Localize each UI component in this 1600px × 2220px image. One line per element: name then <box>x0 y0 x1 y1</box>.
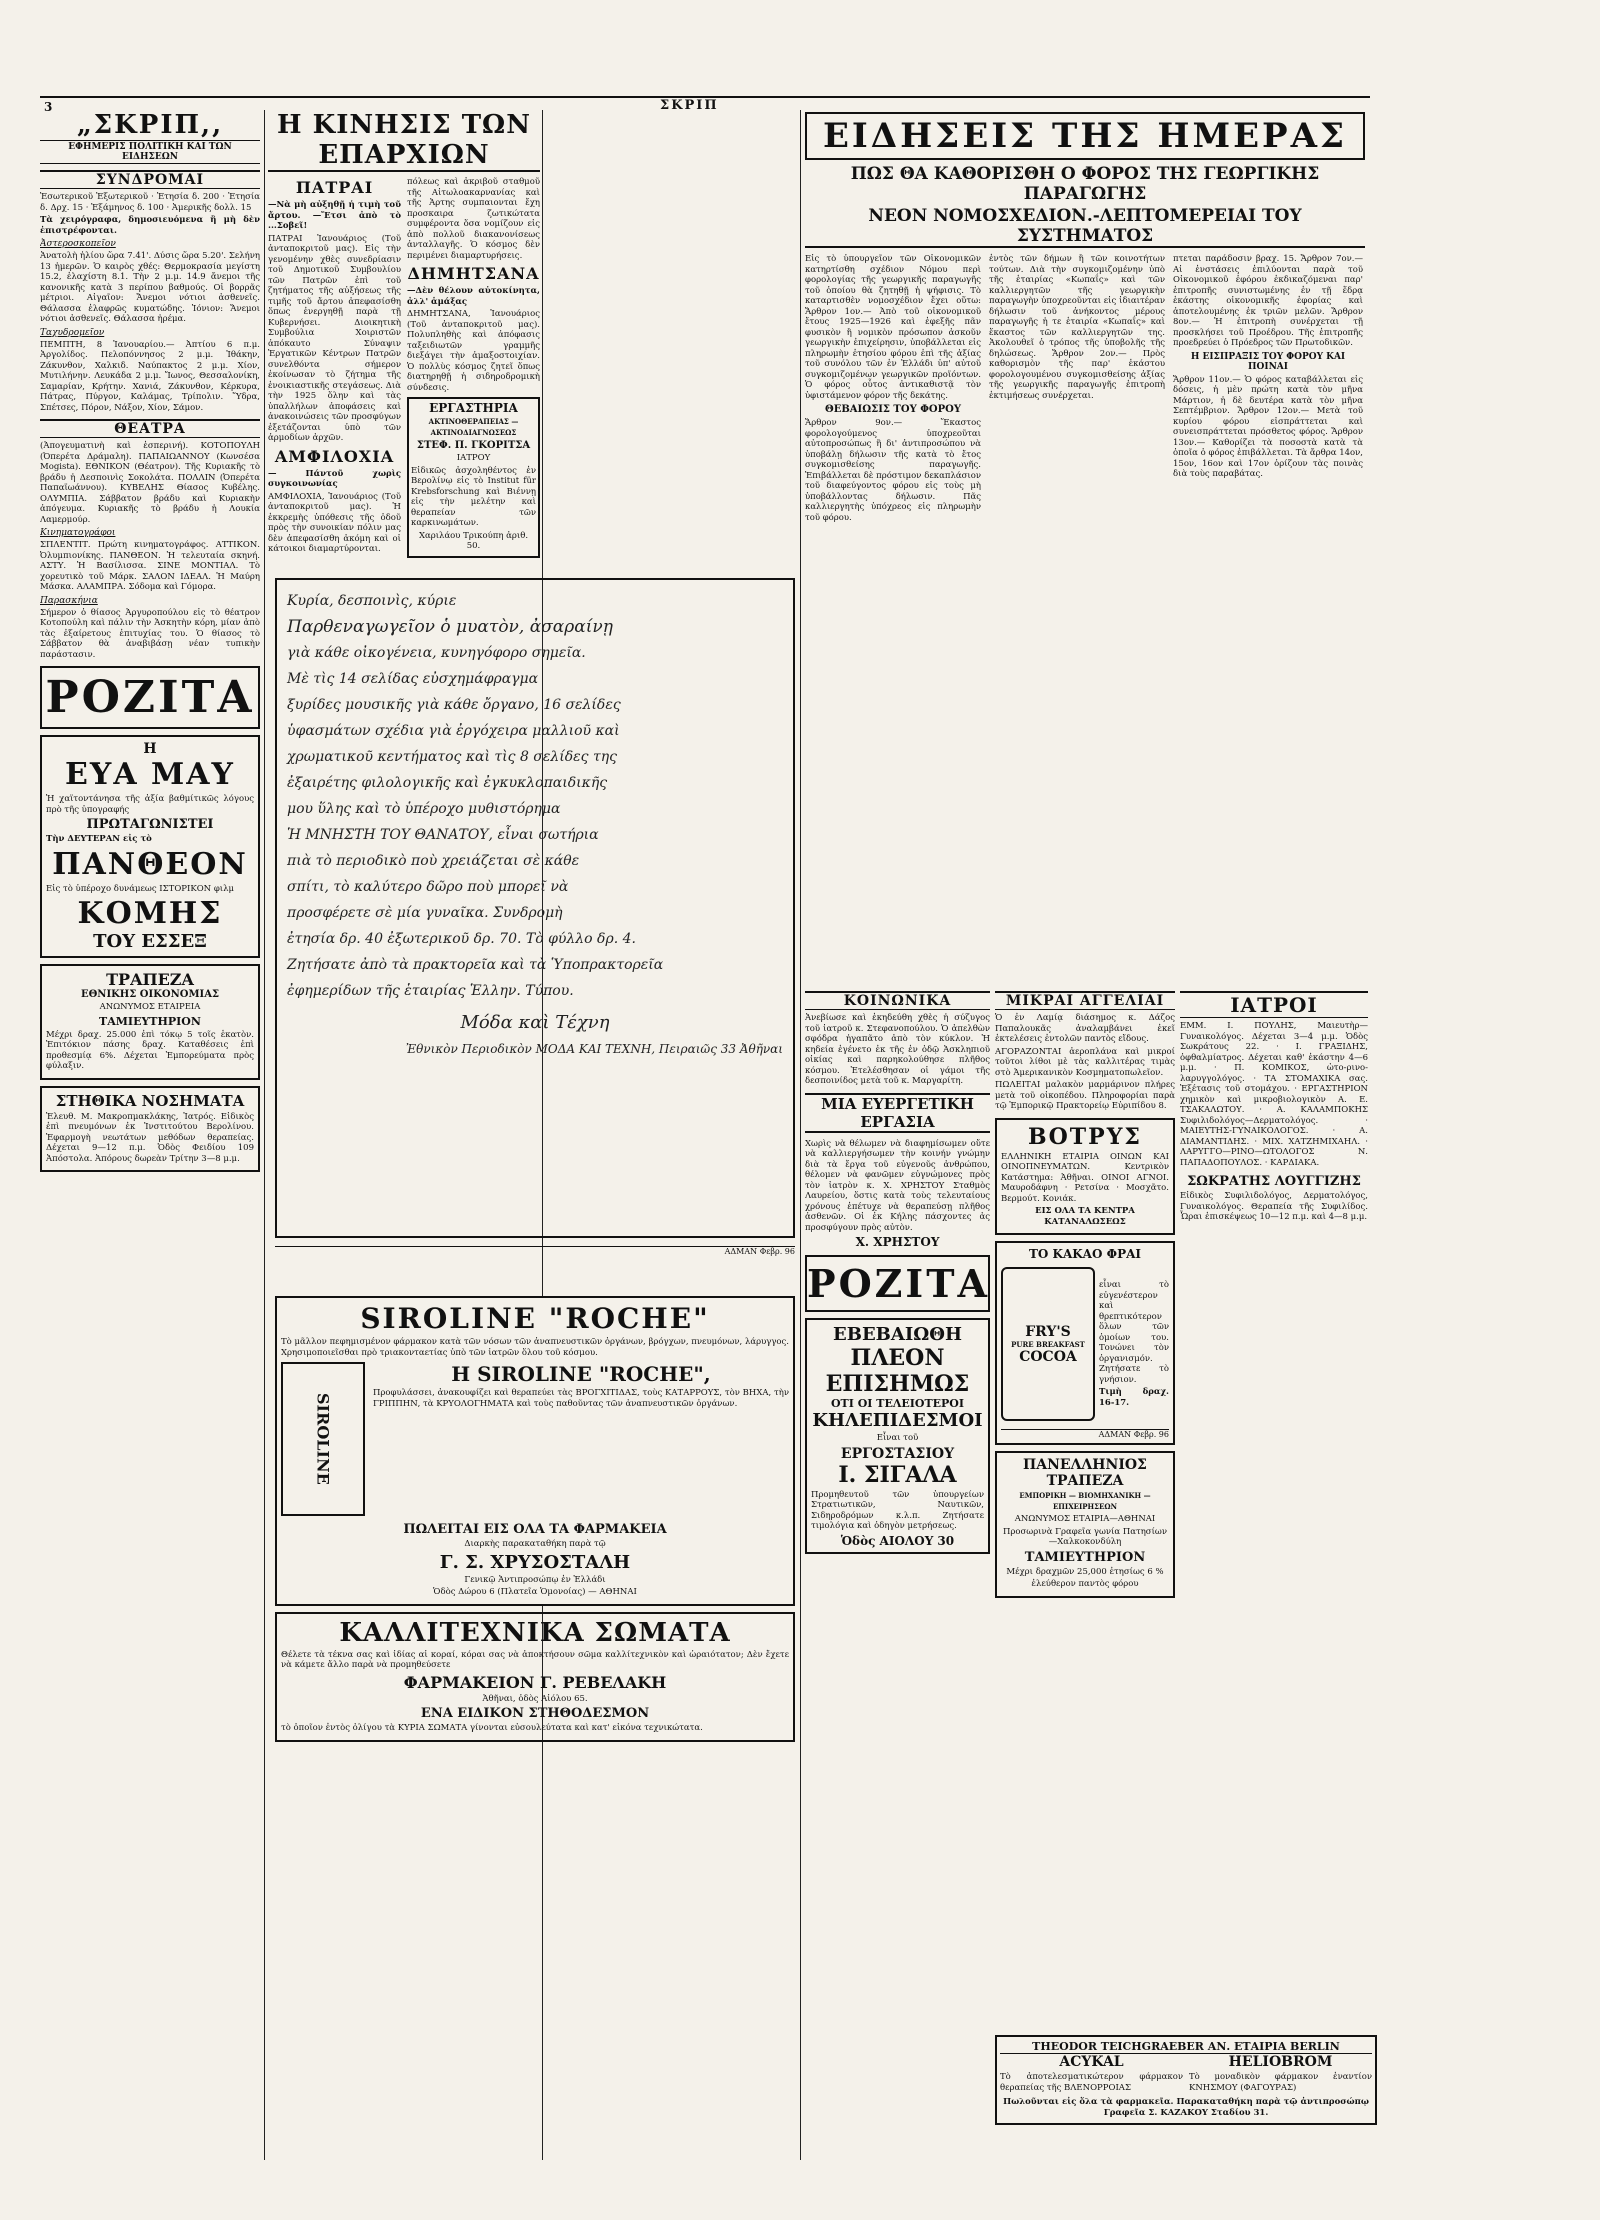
theatres-text: (Ἀπογευματινὴ καὶ ἑσπερινή). ΚΟΤΟΠΟΥΛΗ (Ὀπερέτα Δράμαλη). ΠΑΠΑΙΩΑΝΝΟΥ (Κωνσέσα Mogista). ΕΘΝΙΚΟΝ (Θέατρον). Τῆς Κυριακῆς τὸ βράδυ ἡ Δεσποινὶς Σοκολάτα. ΠΟΛΛΙΝ (Ὀπερέτα Παπαϊωάννου). ΚΥΒΕΛΗΣ Θίασος Κυβέλης. ΟΛΥΜΠΙΑ. Σάββατον βράδυ καὶ Κυριακὴν ἀπόγευμα. Κυριακῆς τὸ βράδυ ἡ Λουκία Λαμερμούρ. <box>40 441 260 525</box>
beneficial-work-name: Χ. ΧΡΗΣΤΟΥ <box>855 1235 940 1249</box>
column-rule <box>264 110 265 2160</box>
corsets-text: Θέλετε τὰ τέκνα σας καὶ ἰδίας αἱ κοραί, κόραι σας νὰ ἀποκτήσουν σῶμα καλλίτεχνικὸν καὶ ὡραιότατον; Δὲν ἔχετε νὰ κάμετε ἄλλο παρὰ νὰ προμηθεύσετε <box>281 1649 789 1670</box>
bank-text: Μέχρι δραχ. 25.000 ἐπὶ τόκῳ 5 τοῖς ἑκατὸν. Ἐπιτόκιον πάσης δραχ. Καταθέσεις ἐπὶ προθεσμίᾳ 6%. Δέχεται Ἐμπορεύματα πρὸς φύλαξιν. <box>46 1029 254 1071</box>
hand-line: σπίτι, τὸ καλύτερο δῶρο ποὺ μπορεῖ νὰ <box>287 879 569 895</box>
panhellenic-text: Μέχρι δραχμῶν 25,000 ἐτησίως 6 % <box>1006 1566 1164 1577</box>
hand-line: Ζητήσατε ἀπὸ τὰ πρακτορεῖα καὶ τὰ Ὑποπρακτορεῖα <box>287 957 664 973</box>
hernia-text: Προμηθευτοῦ τῶν ὑπουργείων Στρατιωτικῶν, Ναυτικῶν, Σιδηροδρόμων κ.λ.π. Ζητήσατε τιμολόγια καὶ ὁδηγὸν μετρήσεως. <box>811 1489 984 1531</box>
provinces-section-title: Η ΚΙΝΗΣΙΣ ΤΩΝ ΕΠΑΡΧΙΩΝ <box>268 110 540 172</box>
eva-may-star: ΠΡΩΤΑΓΩΝΙΣΤΕΙ <box>86 817 214 832</box>
hand-line: ἐξαιρέτης φιλολογικῆς καὶ ἐγκυκλοπαιδικῆς <box>287 775 608 791</box>
dimitsana-text: ΔΗΜΗΤΣΑΝΑ, Ἰανουάριος (Τοῦ ἀνταποκριτοῦ μας). Πολυπληθὴς καὶ ἀπόφασις ταξειδιωτῶν γραμμῆς διεξάγει τὴν ἁμαξοστοιχίαν. Ὁ πολλὺς κόσμος ζητεῖ ὅπως διατηρηθῇ ἡ σιδηροδρομικὴ σύνδεσις. <box>407 309 540 393</box>
eva-may-ad <box>40 735 260 958</box>
observatory-label: Ἀστεροσκοπεῖον <box>40 239 116 249</box>
cinemas-text: ΣΠΛΕΝΤΙΤ. Πρώτη κινηματογράφος. ΑΤΤΙΚΟΝ. Ὀλυμπιονίκης. ΠΑΝΘΕΟΝ. Ἡ τελευταία σκηνή. ΑΣΤΥ. Ἡ Βασίλισσα. ΣΙΝΕ ΜΟΝΤΙΑΛ. Τὸ χορευτικὸ τοῦ Μάρκ. ΣΑΛΟΝ ΙΔΕΑΛ. Ἡ Μαύρη Μάσκα. ΑΛΑΜΠΡΑ. Σόδομα καὶ Γόμορα. <box>40 540 260 592</box>
lab-text: Εἰδικῶς ἀσχοληθέντος ἐν Βερολίνῳ εἰς τὸ Institut für Krebsforschung καὶ Βιέννῃ εἰς τὴν μελέτην καὶ θεραπείαν τῶν καρκινωμάτων. <box>411 465 536 528</box>
news-subhead-2: ΝΕΟΝ ΝΟΜΟΣΧΕΔΙΟΝ.-ΛΕΠΤΟΜΕΡΕΙΑΙ ΤΟΥ ΣΥΣΤΗΜΑΤΟΣ <box>805 206 1365 248</box>
teich-title: THEODOR TEICHGRAEBER ΑΝ. ΕΤΑΙΡΙΑ BERLIN <box>1000 2040 1372 2054</box>
heliobrom-text: Τὸ μοναδικὸν φάρμακον ἐναντίον ΚΝΗΣΜΟΥ (ΦΑΓΟΥΡΑΣ) <box>1189 2072 1372 2093</box>
amfilochia-lead: — Πάντοῦ χωρὶς συγκοινωνίας <box>268 468 401 489</box>
hand-line: Παρθεναγωγεῖον ὁ μυατὸν, ἀσαραίνῃ <box>287 617 613 637</box>
hand-line: πιὰ τὸ περιοδικὸ ποὺ χρειάζεται σὲ κάθε <box>287 853 580 869</box>
small-ads-heading: ΜΙΚΡΑΙ ΑΓΓΕΛΙΑΙ <box>995 991 1175 1010</box>
hernia-line: Εἶναι τοῦ <box>876 1433 919 1443</box>
votrys-tail: ΕΙΣ ΟΛΑ ΤΑ ΚΕΝΤΡΑ ΚΑΤΑΝΑΛΩΣΕΩΣ <box>1035 1206 1135 1227</box>
corsets-address: Ἀθῆναι, ὁδὸς Αἰόλου 65. <box>482 1693 588 1704</box>
column-rule <box>800 110 801 2160</box>
acykal-text: Τὸ ἀποτελεσματικώτερον φάρμακον θεραπείας τῆς ΒΛΕΝΟΡΡΟΙΑΣ <box>1000 2072 1183 2093</box>
hernia-address: Ὁδὸς ΑΙΟΛΟΥ 30 <box>840 1533 955 1548</box>
beneficial-work-title: ΜΙΑ ΕΥΕΡΓΕΤΙΚΗ ΕΡΓΑΣΙΑ <box>805 1093 990 1133</box>
hernia-line: ΕΠΙΣΗΜΩΣ <box>825 1371 970 1397</box>
bank-title: ΤΡΑΠΕΖΑ <box>106 970 194 989</box>
panhellenic-dept: ΤΑΜΙΕΥΤΗΡΙΟΝ <box>1024 1549 1146 1565</box>
doctors-text: ΕΜΜ. Ι. ΠΟΥΛΗΣ, Μαιευτὴρ—Γυναικολόγος. Δέχεται 3—4 μ.μ. Ὁδὸς Σωκράτους 22. · Ι. ΓΡΑΞΙΔΗΣ, ὀφθαλμίατρος. Δέχεται καθ' ἑκάστην 4—6 μ.μ. · Π. ΚΟΜΙΚΟΣ, ὠτο-ρινο-λαρυγγολόγος. · ΤΑ ΣΤΟΜΑΧΙΚΑ σας. Ἐξέτασις τοῦ στομάχου. · ΕΡΓΑΣΤΗΡΙΟΝ χημικὸν καὶ μικροβιολογικὸν Α. Ε. ΤΣΑΚΑΛΩΤΟΥ. · Α. ΚΑΛΑΜΠΟΚΗΣ Συφιλιδολόγος—Δερματολόγος. · ΜΑΙΕΥΤΗΣ-ΓΥΝΑΙΚΟΛΟΓΟΣ. · Α. ΔΙΑΜΑΝΤΙΔΗΣ. · ΜΙΧ. ΧΑΤΖΗΜΙΧΑΗΛ. · ΛΑΡΥΓΓΟ—ΡΙΝΟ—ΩΤΟΛΟΓΟΣ Ν. ΠΑΠΑΔΟΠΟΥΛΟΣ. · ΚΑΡΔΙΑΚΑ. <box>1180 1021 1368 1168</box>
corsets-product: ΕΝΑ ΕΙΔΙΚΟΝ ΣΤΗΘΟΔΕΣΜΟΝ <box>420 1706 650 1721</box>
siroline-text-2: Προφυλάσσει, ἀνακουφίζει καὶ θεραπεύει τὰς ΒΡΟΓΧΙΤΙΔΑΣ, τοὺς ΚΑΤΑΡΡΟΥΣ, τὸν ΒΗΧΑ, τὴν ΓΡΙΠΠΗΝ, τὰ ΚΡΥΟΛΟΓΗΜΑΤΑ καὶ τοὺς παθοῦντας τῶν ἀναπνευστικῶν ὀργάνων. <box>373 1388 789 1409</box>
cocoa-text: εἶναι τὸ εὐγενέστερον καὶ θρεπτικότερον ὅλων τῶν ὁμοίων του. Τονώνει τὸν ὀργανισμόν. Ζητήσατε τὸ γνήσιον. <box>1099 1280 1169 1385</box>
masthead: „ΣΚΡΙΠ,, <box>76 110 224 140</box>
lab-role: ΙΑΤΡΟΥ <box>456 453 491 463</box>
lab-subtitle: ΑΚΤΙΝΟΘΕΡΑΠΕΙΑΣ — ΑΚΤΙΝΟΔΙΑΓΝΩΣΕΩΣ <box>428 417 519 437</box>
cocoa-sub: PURE BREAKFAST <box>1011 1339 1085 1349</box>
subscriptions-heading: ΣΥΝΔΡΟΜΑΙ <box>40 170 260 189</box>
hand-signature: Μόδα καὶ Τέχνη <box>460 1012 610 1033</box>
column-small-ads <box>995 985 1175 2160</box>
hand-line: Ἡ ΜΝΗΣΤΗ ΤΟΥ ΘΑΝΑΤΟΥ, εἶναι σωτήρια <box>287 827 599 843</box>
panhellenic-sub: ΕΜΠΟΡΙΚΗ — ΒΙΟΜΗΧΑΝΙΚΗ — ΕΠΙΧΕΙΡΗΣΕΩΝ <box>1019 1491 1151 1511</box>
subscriptions-text: Ἐσωτερικοῦ Ἐξωτερικοῦ · Ἐτησία δ. 200 · Ἐτησία δ. Δρχ. 15 · Ἑξάμηνος δ. 100 · Ἀμερικῆς δολλ. 15 <box>40 192 260 213</box>
hand-line: ἐφημερίδων τῆς ἑταιρίας Ἑλλην. Τύπου. <box>287 983 574 999</box>
hernia-line: ΠΛΕΟΝ <box>850 1345 945 1371</box>
hernia-line: ΕΒΕΒΑΙΩΘΗ <box>833 1324 962 1345</box>
news-headline: ΕΙΔΗΣΕΙΣ ΤΗΣ ΗΜΕΡΑΣ <box>805 112 1365 160</box>
hand-line: ὑφασμάτων σχέδια γιὰ ἐργόχειρα μαλλιοῦ καὶ <box>287 723 620 739</box>
small-ad-3: ΠΩΛΕΙΤΑΙ μαλακὸν μαρμάρινον πλήρες μετὰ τοῦ οἰκοπέδου. Πληροφορίαι παρὰ τῷ Ἐμπορικῷ Πρακτορείῳ Εὐριπίδου 8. <box>995 1080 1175 1111</box>
doctors-heading: ΙΑΤΡΟΙ <box>1180 991 1368 1018</box>
radiotherapy-lab-ad <box>407 397 540 558</box>
beneficial-work-text: Χωρὶς νὰ θέλωμεν νὰ διαφημίσωμεν οὔτε νὰ καλλιεργήσωμεν τὴν κοινήν γνώμην διὰ τὰ ἔργα τοῦ εὐγενοῦς ἀνθρώπου, θέλομεν νὰ φανῶμεν εὐγνώμονες πρὸς τὸν ἰατρὸν κ. Χ. ΧΡΗΣΤΟΥ Σταθμὸς Λαυρείου, ὅστις κατὰ τοὺς τελευταίους χρόνους ἐπέτυχε νὰ θεραπεύσῃ πλῆθος ἀσθενῶν. Οἱ ἐκ Κήλης πάσχοντες ἀς προσφύγουν πρὸς αὐτὸν. <box>805 1138 990 1233</box>
news-of-the-day <box>805 112 1365 525</box>
corsets-tail: τὸ ὁποῖον ἐντὸς ὀλίγου τὰ ΚΥΡΙΑ ΣΩΜΑΤΑ γίνονται εὐσουλεύτατα καὶ κατ' εἰκόνα τεχνικώτατα. <box>281 1723 703 1733</box>
siroline-agent-address: Ὁδὸς Δώρου 6 (Πλατεῖα Ὁμονοίας) — ΑΘΗΝΑΙ <box>433 1587 637 1597</box>
hand-line: Μὲ τὶς 14 σελίδας εὐσχημάφραγμα <box>287 671 539 687</box>
handwritten-note <box>275 578 795 1238</box>
votrys-title: ΒΟΤΡΥΣ <box>1028 1123 1142 1150</box>
lab-title: ΕΡΓΑΣΤΗΡΙΑ <box>429 401 518 415</box>
theatres-heading: ΘΕΑΤΡΑ <box>40 419 260 438</box>
post-label: Ταχυδρομεῖον <box>40 327 105 338</box>
ad-reference: ΑΔΜΑΝ Φεβρ. 96 <box>275 1246 795 1256</box>
siroline-agent-label: Διαρκὴς παρακαταθήκη παρὰ τῷ <box>464 1539 606 1549</box>
article-column-1: Εἰς τὸ ὑπουργεῖον τῶν Οἰκονομικῶν κατηρτίσθη σχέδιον Νόμου περὶ φορολογίας τῆς γεωργικῆς παραγωγῆς τοῦ ὁποίου θὰ ζητηθῇ ἡ ψήφισις. Τὸ καταρτισθὲν νομοσχέδιον ἔχει οὕτω: Ἄρθρον 1ον.— Ἀπὸ τοῦ οἰκονομικοῦ ἔτους 1925—1926 καὶ ἐφεξῆς πᾶν φυσικὸν ἢ νομικὸν πρόσωπον ἀσκοῦν γεωργικὴν ἐπιχείρησιν, ὑποβάλλεται εἰς πληρωμὴν ἐτησίου φόρου ἐπὶ τῆς ἀξίας τοῦ συνόλου τῶν ἐν Ἑλλάδι ὑπ' αὐτοῦ συγκομιζομένων γεωργικῶν προϊόντων. Ὁ φόρος οὗτος ἀντικαθιστᾷ τὸν ὑφιστάμενον φόρον τῆς δεκάτης. <box>805 254 981 401</box>
votrys-ad <box>995 1118 1175 1236</box>
masthead-subtitle: ΕΦΗΜΕΡΙΣ ΠΟΛΙΤΙΚΗ ΚΑΙ ΤΩΝ ΕΙΔΗΣΕΩΝ <box>40 140 260 164</box>
column-doctors <box>1180 985 1368 2160</box>
panhellenic-type: ΑΝΩΝΥΜΟΣ ΕΤΑΙΡΙΑ—ΑΘΗΝΑΙ <box>1014 1514 1156 1524</box>
sokratis-text: Εἰδικὸς Συφιλιδολόγος, Δερματολόγος, Γυναικολόγος. Θεραπεία τῆς Συφιλίδος. Ὧραι ἐπισκέψεως 10—12 π.μ. καὶ 4—8 μ.μ. <box>1180 1191 1368 1222</box>
article-column-2: ἐντὸς τῶν δήμων ἢ τῶν κοινοτήτων τούτων. Διὰ τὴν συγκομιζομένην ὑπὸ τῆς ἑταιρίας «Κωπαΐς» καὶ τῶν καλλιεργητῶν τῆς γεωργικὴν παραγωγὴν ὑποχρεοῦνται εἰς ἰδιαιτέραν δήλωσιν τοῦ ἀνήκοντος μέρους παραγωγῆς ἡ τε ἑταιρία «Κωπαΐς» καὶ ἕκαστος τῶν καλλιεργητῶν της. Ἀκολουθεῖ ὁ τρόπος τῆς ὑποβολῆς τῆς δηλώσεως. Ἄρθρον 2ον.— Πρὸς καθορισμὸν τῆς παρ' ἑκάστου φορολογουμένου συγκομισθείσης ἀξίας τῆς γεωργικῆς παραγωγῆς ἐπιτροπὴ ἐκτιμήσεως συνέρχεται. <box>989 254 1165 401</box>
chest-diseases-ad <box>40 1086 260 1173</box>
post-text: ΠΕΜΠΤΗ, 8 Ἰανουαρίου.— Ἀπτίου 6 π.μ. Ἀργολίδος. Πελοπόννησος 2 μ.μ. Ἰθάκην, Ζάκυνθον, Χαλκιδ. Ναύπακτος 2 μ.μ. Χίον, Μυτιλήνην. Λευκάδα 2 μ.μ. Ἴωνος, Θεσσαλονίκη, Σαμαρίαν, Κρήτην. Χανιά, Ζάκυνθον, Κέρκυρα, Πάτρας, Πύργον, Καλάμας, Τρίπολιν. Ὕδρα, Σπέτσες, Πόρον, Νάξον, Χίον, Σάμον. <box>40 339 260 413</box>
fashion-magazine-ad <box>275 570 795 1256</box>
siroline-sale: ΠΩΛΕΙΤΑΙ ΕΙΣ ΟΛΑ ΤΑ ΦΑΡΜΑΚΕΙΑ <box>403 1522 667 1537</box>
article-subheading-1: ΘΕΒΑΙΩΣΙΣ ΤΟΥ ΦΟΡΟΥ <box>825 404 961 415</box>
hernia-line: ΚΗΛΕΠΙΔΕΣΜΟΙ <box>812 1410 983 1431</box>
provinces-continued-text: πόλεως καὶ ἀκριβοῦ σταθμοῦ τῆς Αἰτωλοακαρνανίας καὶ τῆς Ἀρτης συμπαιονται ἔχη προσκαιρα ζωτικώτατα συμφέροντα ὅσα νομίζουν εἰς ἀπὸ πολλοῦ διακανονίσεως ἀνταλλαγῆς. Ὁ κόσμος δὲν περιμένει διαμαρτυρήσεις. <box>407 177 540 261</box>
page-number: 3 <box>44 100 53 114</box>
cocoa-reference: ΑΔΜΑΝ Φεβρ. 96 <box>1001 1429 1169 1439</box>
panhellenic-title: ΠΑΝΕΛΛΗΝΙΟΣ ΤΡΑΠΕΖΑ <box>1023 1457 1147 1489</box>
panhellenic-bank-ad <box>995 1451 1175 1598</box>
essex-title: ΤΟΥ ΕΣΣΕΞ <box>93 931 207 952</box>
siroline-ad <box>275 1290 795 1742</box>
cocoa-brand: FRY'S <box>1025 1323 1071 1340</box>
cocoa-word: COCOA <box>1019 1348 1077 1365</box>
corsets-title: ΚΑΛΛΙΤΕΧΝΙΚΑ ΣΩΜΑΤΑ <box>339 1617 731 1648</box>
votrys-text: ΕΛΛΗΝΙΚΗ ΕΤΑΙΡΙΑ ΟΙΝΩΝ ΚΑΙ ΟΙΝΟΠΝΕΥΜΑΤΩΝ. Κεντρικὸν Κατάστημα: Ἀθῆναι. ΟΙΝΟΙ ΑΓΝΟΙ. Μαυροδάφνη · Ρετσίνα · Μοσχᾶτο. Βερμούτ. Κονιάκ. <box>1001 1151 1169 1204</box>
article-column-3: πτεται παράδοσιν βραχ. 15. Ἄρθρον 7ον.— Αἱ ἐνστάσεις ἐπιλύονται παρὰ τοῦ Οἰκονομικοῦ ἐφόρου ἐκδικαζόμεναι παρ' ἐπιτροπῆς συνιστωμένης ἐν τῇ ἕδρᾳ ἑκάστης οἰκονομικῆς ἐφορίας καὶ ἀποτελουμένης ἐκ τριῶν μελῶν. Ἄρθρον 8ον.— Ἡ ἐπιτροπὴ συνέρχεται τῇ προσκλήσει τοῦ Προέδρου. Τῆς ἐπιτροπῆς προεδρεύει ὁ Πρόεδρος τῶν Πρωτοδικῶν. <box>1173 254 1363 348</box>
hernia-maker: Ι. ΣΙΓΑΛΑ <box>838 1461 957 1488</box>
eva-may-article: Η <box>143 741 157 757</box>
panhellenic-tail: ἐλεύθερον παντὸς φόρου <box>1031 1579 1139 1589</box>
sokratis-title: ΣΩΚΡΑΤΗΣ ΛΟΥΓΓΙΖΗΣ <box>1187 1174 1361 1189</box>
hand-address: Ἐθνικὸν Περιοδικὸν ΜΟΔΑ ΚΑΙ ΤΕΧΝΗ, Πειραιῶς 33 Ἀθῆναι <box>405 1042 783 1056</box>
teich-tail: Πωλοῦνται εἰς ὅλα τὰ φαρμακεῖα. Παρακαταθήκη παρὰ τῷ ἀντιπροσώπῳ Γραφεῖα Σ. ΚΑΖΑΚΟΥ Σταδίου 31. <box>1003 2097 1369 2118</box>
corsets-ad <box>275 1612 795 1742</box>
hernia-line: ΕΡΓΟΣΤΑΣΙΟΥ <box>840 1445 955 1462</box>
corsets-pharmacy: ΦΑΡΜΑΚΕΙΟΝ Γ. ΡΕΒΕΛΑΚΗ <box>403 1672 667 1692</box>
teichgraeber-ad <box>995 2035 1377 2125</box>
rozita-ad-2: ΡΟΖΙΤΑ <box>805 1255 990 1312</box>
small-ad-2: ΑΓΟΡΑΖΟΝΤΑΙ ἀεροπλάνα καὶ μικροί τοῦτοι λίθοι μὲ τὰς καλλιτέρας τιμὰς στὸ Ἀμερικανικὸν Κοσμηματοπωλεῖον. <box>995 1046 1175 1078</box>
lab-doctor: ΣΤΕΦ. Π. ΓΚΟΡΙΤΣΑ <box>416 440 531 451</box>
cocoa-price: Τιμὴ δραχ. 16-17. <box>1099 1387 1169 1408</box>
siroline-agent: Γ. Σ. ΧΡΥΣΟΣΤΑΛΗ <box>439 1551 631 1573</box>
cinemas-label: Κινηματογράφοι <box>40 528 116 538</box>
siroline-title-2: Η SIROLINE "ROCHE", <box>451 1362 711 1386</box>
hand-line: ξυρίδες μουσικῆς γιὰ κάθε ὄργανο, 16 σελίδες <box>287 697 621 713</box>
hernia-line: ΟΤΙ ΟΙ ΤΕΛΕΙΟΤΕΡΟΙ <box>830 1397 965 1410</box>
panhellenic-address: Προσωρινὰ Γραφεῖα γωνία Πατησίων—Χαλκοκονδύλη <box>1002 1526 1168 1547</box>
society-text: Ἀνεβίωσε καὶ ἐκηδεύθη χθὲς ἡ σύζυγος τοῦ ἰατροῦ κ. Στεφανοπούλου. Ὁ ἀπελθὼν σφόδρα ἠγαπᾶτο ἀπὸ τὸν κύκλον. Ἡ κηδεία ἐγένετο ἐκ τῆς ἐν ὁδῷ Ἀσκληπιοῦ οἰκίας καὶ παρηκολούθησε πλῆθος κόσμου. Ἐτελέσθησαν οἱ γάμοι τῆς δεσποινίδος μετὰ τοῦ κ. Μαργαρίτη. <box>805 1013 990 1086</box>
acykal-title: ACYKAL <box>1059 2054 1124 2070</box>
bank-type: ΑΝΩΝΥΜΟΣ ΕΤΑΙΡΕΙΑ <box>99 1002 201 1012</box>
bank-name: ΕΘΝΙΚΗΣ ΟΙΚΟΝΟΜΙΑΣ <box>80 989 220 1000</box>
patrai-lead: —Νὰ μὴ αὐξηθῇ ἡ τιμὴ τοῦ ἄρτου. —Ἔτσι ἀπὸ τὸ ...Σοβεῖ! <box>268 200 401 231</box>
small-ad-1: Ὁ ἐν Λαμίᾳ διάσημος κ. Δάζος Παπαλουκᾶς ἀναλαμβάνει ἐκεῖ ἐκτελέσεις ἐντολῶν παντὸς εἴδους. <box>995 1013 1175 1044</box>
hernia-belts-ad <box>805 1318 990 1554</box>
siroline-agent-role: Γενικῷ Ἀντιπροσώπῳ ἐν Ἑλλάδι <box>464 1574 606 1585</box>
column-society <box>805 985 990 2160</box>
heliobrom-title: HELIOBROM <box>1228 2054 1333 2070</box>
komis-intro: Εἰς τὸ ὑπέροχο δυνάμεως ΙΣΤΟΡΙΚΟΝ φιλμ <box>46 883 235 894</box>
lab-address: Χαριλάου Τρικούπη ἀριθ. 50. <box>418 530 529 551</box>
society-heading: ΚΟΙΝΩΝΙΚΑ <box>805 991 990 1010</box>
eva-may-when: Τὴν ΔΕΥΤΕΡΑΝ εἰς τὸ <box>46 834 152 844</box>
article-subheading-2: Η ΕΙΣΠΡΑΞΙΣ ΤΟΥ ΦΟΡΟΥ ΚΑΙ ΠΟΙΝΑΙ <box>1190 351 1346 372</box>
eva-may-text: Ἡ χαϊτοντάνησα τῆς ἀξία βαθμίτικῶς λόγους πρὸ τῆς ὑπογραφής <box>46 794 254 815</box>
hand-line: γιὰ κάθε οἰκογένεια, κυνηγόφορο σημεῖα. <box>287 645 586 661</box>
backstage-text: Σήμερον ὁ θίασος Ἀργυροπούλου εἰς τὸ θέατρον Κοτοπούλη καὶ πάλιν τὴν Ἀσκητὴν κόρη, μίαν ἀπὸ τὰς ἐξαίρετους ἐπιτυχίας του. Ὁ θίασος τὸ Σάββατον θὰ ἀναβιβάσῃ νέαν τυπικὴν παράστασιν. <box>40 607 260 660</box>
cocoa-headline: ΤΟ ΚΑΚΑΟ ΦΡΑΙ <box>1028 1247 1142 1261</box>
siroline-box <box>275 1296 795 1606</box>
chest-diseases-text: Ἐλευθ. Μ. Μακροπμακλάκης, Ἰατρός. Εἰδικὸς ἐπὶ πνευμόνων ἐκ Ἰνστιτούτου Βερολίνου. Ἐφαρμογὴ νεωτάτων μεθόδων θεραπείας. Δέχεται 9—12 π.μ. Ὁδὸς Φειδίου 109 Ἀπόστολα. Ἀπόρους δωρεὰν Τρίτην 3—8 μ.μ. <box>46 1111 254 1164</box>
article-column-3b: Ἄρθρον 11ον.— Ὁ φόρος καταβάλλεται εἰς δόσεις, ἡ μὲν πρώτη κατὰ τὸν μῆνα Μάρτιον, ἡ δὲ δευτέρα κατὰ τὸν μῆνα Σεπτέμβριον. Ἄρθρον 12ον.— Μετὰ τοῦ κυρίου φόρου εἰσπράττεται καὶ συνεισπράττεται πρόσθετος φόρος. Ἄρθρον 13ον.— Καθορίζει τὰ ποσοστὰ κατὰ τὰ ὁποῖα ὁ φόρος ἐπιβάλλεται. Τὰ ἄρθρα 14ον, 15ον, 16ον καὶ 17ον ὁρίζουν τὰς ποινὰς διὰ τοὺς παραβάτας. <box>1173 374 1363 479</box>
dimitsana-lead: —Δὲν θέλουν αὐτοκίνητα, ἀλλ' ἁμάξας <box>407 286 540 307</box>
observatory-text: Ἀνατολὴ ἡλίου ὥρα 7.41'. Δύσις ὥρα 5.20'. Σελήνη 13 ἡμερῶν. Ὁ καιρὸς χθές: Θερμοκρασία μεγίστη 15.2, ἐλαχίστη 8.1. Τὴν 2 μ.μ. 14.9 ἄνεμοι τῆς κανονικῆς κατὰ 3 περίπου βαθμούς. Οἱ βορρᾶς μέτριοι. Αἰγαῖον: Ἄνεμοι νότιοι ἀσθενεῖς. Θάλασσα ἐλαφρῶς κυματώδης. Ἰόνιον: Ἄνεμοι νότιοι ἀσθενεῖς. Θάλασσα ἠρέμα. <box>40 251 260 324</box>
article-column-1b: Ἄρθρον 9ον.— Ἕκαστος φορολογούμενος ὑποχρεοῦται αὐτοπροσώπως ἢ δι' ἀντιπροσώπου νὰ ὑποβάλῃ δήλωσιν τῆς κατὰ τὸ ἔτος συγκομισθείσης παραγωγῆς. Ἐπιβάλλεται δὲ πρόστιμον δεκαπλάσιον τοῦ διαφεύγοντος φόρου εἰς τοὺς μὴ ὑποβάλλοντας δήλωσιν. Πᾶς καλλιεργητὴς ὑπόχρεος εἰς πληρωμὴν τοῦ φόρου. <box>805 418 981 523</box>
siroline-text: Τὸ μᾶλλον πεφημισμένον φάρμακον κατὰ τῶν νόσων τῶν ἀναπνευστικῶν ὀργάνων, βρόγχων, πνευμόνων, λάρυγγος. Χρησιμοποιεῖσθαι πρὸ τριακονταετίας ὑπὸ τῶν ἰατρῶν ὅλου τοῦ κόσμου. <box>281 1337 789 1358</box>
bank-dept: ΤΑΜΙΕΥΤΗΡΙΟΝ <box>99 1014 201 1028</box>
rozita-ad: ΡΟΖΙΤΑ <box>40 666 260 729</box>
hand-line: Κυρία, δεσποινὶς, κύριε <box>287 593 457 609</box>
chest-diseases-title: ΣΤΗΘΙΚΑ ΝΟΣΗΜΑΤΑ <box>55 1091 245 1110</box>
column-1 <box>40 110 260 2160</box>
amfilochia-text: ΑΜΦΙΛΟΧΙΑ, Ἰανουάριος (Τοῦ ἀνταποκριτοῦ μας). Ἡ ἐκκρεμὴς ὑπόθεσις τῆς ὁδοῦ πρὸς τὴν συνοικίαν πόλιν μας δὲν ἀπεφασίσθη ἀκόμη καὶ οἱ κάτοικοι διαμαρτύρονται. <box>268 491 401 554</box>
cocoa-tin <box>1001 1267 1095 1421</box>
siroline-title: SIROLINE "ROCHE" <box>360 1302 710 1335</box>
hand-line: χρωματικοῦ κεντήματος καὶ τὶς 8 σελίδες της <box>287 749 617 765</box>
subscriptions-note: Τὰ χειρόγραφα, δημοσιευόμενα ἢ μὴ δὲν ἐπιστρέφονται. <box>40 215 260 236</box>
frys-cocoa-ad <box>995 1241 1175 1445</box>
hand-line: προσφέρετε σὲ μία γυναῖκα. Συνδρομὴ <box>287 905 563 921</box>
hand-line: μου ὕλης καὶ τὸ ὑπέροχο μυθιστόρημα <box>287 801 561 817</box>
dimitsana-title: ΔΗΜΗΤΣΑΝΑ <box>407 264 540 283</box>
news-subhead: ΠΩΣ ΘΑ ΚΑΘΟΡΙΣΘΗ Ο ΦΟΡΟΣ ΤΗΣ ΓΕΩΡΓΙΚΗΣ ΠΑΡΑΓΩΓΗΣ <box>850 164 1320 204</box>
siroline-bottle: SIROLINE <box>281 1362 365 1516</box>
pantheon-title: ΠΑΝΘΕΟΝ <box>52 846 248 882</box>
national-economy-bank-ad <box>40 964 260 1080</box>
amfilochia-title: ΑΜΦΙΛΟΧΙΑ <box>274 446 395 466</box>
eva-may-title: ΕΥΑ ΜΑΥ <box>65 757 235 792</box>
patrai-title: ΠΑΤΡΑΙ <box>295 178 374 197</box>
running-head: ΣΚΡΙΠ <box>660 98 719 113</box>
hand-line: ἐτησία δρ. 40 ἐξωτερικοῦ δρ. 70. Τὸ φύλλο δρ. 4. <box>287 931 636 947</box>
patrai-text: ΠΑΤΡΑΙ Ἰανουάριος (Τοῦ ἀνταποκριτοῦ μας). Εἰς τὴν γενομένην χθὲς συνεδρίασιν τοῦ Δημοτικοῦ Συμβουλίου τῶν Πατρῶν ἐπὶ τοῦ ζητήματος τῆς αὐξήσεως τῆς τιμῆς τοῦ ἄρτου ἀπεφασίσθη ὅπως ἐνεργηθῇ παρὰ τῇ Κυβερνήσει. Διοικητικὴ Συμβούλια Χοιριστῶν ἀπόκαυτο Σύναψιν Ἐργατικῶν Κέντρων Πατρῶν συνελθόντα σήμερον ἐκοίνωσαν τὸ ζήτημα τῆς ἐνοικιαστικῆς στεγάσεως. Διὰ τὴν 1925 ὅλην καὶ τὰς ὑπαλλήλων ἀποφάσεις καὶ ἀνακοινώσεις τῶν προσφύγων ἐξετάζονται ὑπὸ τῶν ἁρμοδίων ἀρχῶν. <box>268 233 401 443</box>
komis-title: ΚΟΜΗΣ <box>77 896 223 931</box>
backstage-label: Παρασκήνια <box>40 595 98 606</box>
